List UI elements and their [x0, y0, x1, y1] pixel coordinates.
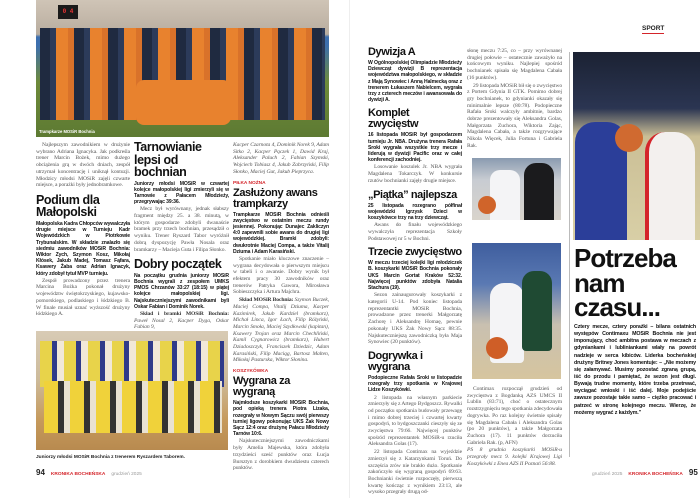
article-body: Spotkanie miało kluczowe znaczenie – wygrana decydowała o pierwszym miejscu w tabeli i o awansie. Dobry wynik był efektem pracy 30 zawodników oraz trenerów Patryka Gawora, Mirosława Sobieszczyka i Artura Majchra.	[233, 255, 329, 296]
article-lead: Na początku grudnia juniorzy MOSiR Bochnia wygrali z zespołem UMKS PMOS Chrzanów 33:27 (18:15) w piątej kolejce małopolskiej ligi. Najskuteczniejszymi zawodnikami byli Oskar Fabian i Dominik Norek.	[134, 272, 229, 310]
players-group-kneeling	[136, 80, 231, 125]
article-lead: 25 listopada rozegrano półfinał wojewódzki Igrzysk Dzieci w koszykówce trzy na trzy dziewcząt.	[368, 202, 462, 221]
article-body: Losowanie koszulek Jr. NBA wygrała Magdalena Tokarczyk. W konkursie rzutów bochnianki zajęły drugie miejsce.	[368, 164, 462, 184]
basketball-photo-2	[472, 243, 561, 379]
article-title: Dogrywka i wygrana	[368, 349, 423, 373]
squad-label: Skład i bramki MOSiR Bochnia:	[140, 310, 229, 317]
article-lead: W meczu trzeciej kolejki ligi młodziczek B. koszykarki MOSiR Bochnia pokonały UKS Marcin Gortat Kraków 52:32. Najwięcej punktów zdobyła Natalia Stachura (19).	[368, 260, 462, 292]
article-lead: Podopieczne Rafała Sroki w listopadzie rozegrały trzy spotkania w Krajowej Lidze Koszykówki.	[368, 374, 462, 394]
player-green	[522, 271, 552, 351]
article-body	[233, 142, 329, 176]
team-photo-trampkarze	[36, 0, 329, 137]
page-number: 94	[36, 468, 45, 477]
article-title: Zasłużony awans trampkarzy	[233, 186, 318, 210]
section-kicker: KOSZYKÓWKA	[233, 369, 269, 375]
photo-caption: Juniorzy młodsi MOSiR Bochnia z trenerem Ryszardem Taborem.	[36, 455, 185, 460]
section-kicker: PIŁKA NOŻNA	[233, 180, 266, 186]
feature-lead: Cztery mecze, cztery porażki – bilans ostatnich występów Contimaxu MOSiR Bochnia nie jest imponujący, choć ambitna postawa w meczach z gdyniankami i lubliniankami wlały na powrót nadzieje w serca kibiców. Liderka bocheńskiej drużyny Britney Jones komentuje: – „Nie możemy się załamywać. Musimy pozostać zgraną grupą, iść do przodu i pamiętać, że sezon jest długi. Bywają trudne momenty, które trzeba przetrwać, wyciągać wnioski i iść dalej. Moje podejście zawsze pozostaje takie samo – ciężko pracować i patrzeć w stronę kolejnego meczu. Wierzę, że możemy wygrać z każdym.”	[574, 324, 696, 416]
column-a	[368, 47, 462, 496]
article-body: Najskuteczniejszymi zawodniczkami były Amelia Majewska, która zdobyła trzydzieści sześć punktów oraz Łucja Bursztyn z dorobkiem dwudziestu czterech punktów.	[233, 438, 329, 472]
article-body: Zespół prowadzony przez trenera Marcina Bożka pokonał drużyny województw świętokrzyskiego, kujawsko-pomorskiego, podlaskiego i łódzkiego B. W finale musiał uznać wyższość drużyny łódzkiego A.	[36, 277, 130, 318]
page-spine	[349, 0, 350, 498]
article-body: Mecz był wyrównany, jednak słabszy fragment między 25. a 38. minutą, w którym gospodarze zdobyli dwanaście bramek przy trzech bochnian, przesądził o wyniku. Trener Ryszard Tabor wyróżnił dobrą dyspozycję Pawła Nosala oraz bramkarzy – Macieja Guta i Filipa Słonko.	[134, 206, 229, 253]
article-body: Najlepszym zawodnikiem w drużynie wybrano Adriana Ignacyka. Jak podkreśla trener Marcin Bożek, mimo dużego obciążenia grą w dwóch dniach, zespół utrzymał koncentrację i uniknął kontuzji. Młodzicy młodsi MOSiR zajęli czwarte miejsce, a porażki były jednobramkowe.	[36, 142, 130, 189]
article-title: Wygrana za wygraną	[233, 375, 290, 399]
article-body: Sezon zainaugurowały koszykarki z kategorii U-14. Pod koniec listopada reprezentantki MOSiR Bochnia, prowadzone przez trenerki Małgorzatę Zachorę i Aleksandrę Homaę, pewnie pokonały UKS Żak Nowy Sącz 88:35. Najskuteczniejszą zawodniczką była Maja Synowiec (20 punktów).	[368, 292, 462, 346]
player-white	[490, 170, 520, 220]
article-title: Dywizja A	[368, 46, 416, 58]
article-body: 29 listopada MOSiR bił się o zwycięstwo z Portem Gdynia II GTK. Pomimo dobrej gry bochnianek, to gdynianki okazały się minimalnie lepsze (80:78). Podopieczne Rafała Sroki walczyły ambitnie, bardzo dobrze prezentowały się Aleksandra Golas, Małgorzata Zuchora, Wiktoria Zając, Magdalena Cabała, a także rozgrywające Nikola Więcek, Julia Fortuna i Gabriela Rak.	[467, 82, 563, 149]
photo-caption: Trampkarze MOSiR Bochnia	[39, 129, 95, 134]
article-title: Komplet zwycięstw	[368, 107, 419, 131]
scoreboard: 0 4	[58, 5, 78, 19]
column-1	[36, 141, 130, 318]
issue-date: grudzień 2025	[111, 472, 142, 477]
article-body: Awans do finału wojewódzkiego wywalczyła reprezentacja Szkoły Podstawowej nr 5 w Bochni.	[368, 222, 462, 242]
basketball-photo-1	[472, 158, 561, 220]
squad-list: Kacper Czarnota 4, Dominik Norek 9, Adam Sitko 2, Kacper Pączek 1, Dawid Kraj, Aleksander Paluch 2, Fabian Szymski, Wojciech Tobiasz 4, Jakub Zabrzyński, Filip Słonko, Maciej Gut, Jakub Pieprzyca.	[233, 142, 329, 175]
team-photo-juniors	[36, 331, 228, 450]
article-lead: Małopolska Kadra Chłopców wywalczyła drugie miejsce w Turnieju Kadr Wojewódzkich w Piotrkowie Trybunalskim. W składzie znalazło się siedmiu zawodników MOSiR Bochnia: Wiktor Zych, Szymon Kosz, Mikołaj Kłósek, Jakub Madej, Tomasz Fąfara, Ksawery Żaba oraz Adrian Ignacyk, który zdobył tytuł MVP turnieju.	[36, 220, 130, 277]
column-3	[233, 141, 329, 472]
magazine-name: KRONIKA BOCHEŃSKA	[628, 472, 683, 477]
column-2	[134, 141, 229, 331]
players-row-front	[44, 381, 222, 433]
footer-left	[36, 468, 142, 477]
article-title: „Piątka” najlepsza	[368, 188, 457, 201]
column-divider	[569, 52, 570, 457]
footer-right	[592, 468, 698, 477]
article-lead: 16 listopada MOSiR był gospodarzem turnieju Jr. NBA. Drużyna trenera Rafała Sroki wygrała wszystkie trzy mecze i liderują w dywizji Pacific oraz w całej konferencji zachodniej.	[368, 132, 462, 164]
postscript: PS 8 grudnia koszykarki MOSiR-u przegrały mecz 9. kolejki Krajowej Ligi Koszykówki z Enea AZS II Poznań 56:88.	[467, 447, 562, 467]
player-black	[524, 163, 554, 220]
article-title: Podium dla Małopolski	[36, 192, 100, 220]
article-title: Tarnowianie lepsi od bochnian	[134, 140, 202, 179]
basketball	[615, 124, 643, 152]
issue-date: grudzień 2025	[592, 472, 623, 477]
squad-list: Szymon Buczek, Maciej Compa, Vitalij Dziuma, Kacper Kazimirek, Jakub Kardziel (bramkarz), Michał Linca, Igor Łach, Filip Różyński, Marcin Smoła, Maciej Szydłowski (kapitan), Ksawery Trojan oraz Marcin Chechliński, Kamil Cygnarowicz (bramkarz), Hubert Dziadoszczyk, Franciszek Dziedzic, Adam Karasiński, Filip Maciąg, Bartosz Malten, Mikołaj Pasturska, Wiktor Słonina.	[233, 297, 329, 364]
section-label: SPORT	[642, 25, 665, 32]
page-number: 95	[688, 468, 698, 477]
feature-title: Potrzeba nam czasu...	[574, 243, 676, 323]
article-title: Trzecie zwycięstwo	[368, 246, 462, 259]
magazine-name: KRONIKA BOCHEŃSKA	[50, 472, 106, 477]
article-body: 22 listopada Contimax na wyjeździe zmierzył się z Katarzynkami Toruń. Do szczęścia zrów nie brakło dużo. Spotkanie zakończyło się wygraną gospodyń 69:63. Bochnianki świetnie rozpoczęły, pierwszą kwartę kończąc z wynikiem 23:13, ale wysoko przegrały drugą od-	[368, 449, 462, 496]
column-b-bottom	[467, 385, 562, 467]
squad-list: Paweł Nosal 2, Kacper Dyga, Oskar Fabian 9,	[134, 317, 229, 331]
column-b-top	[467, 47, 562, 150]
article-body	[134, 311, 229, 331]
article-lead: Juniorzy młodsi MOSiR w czwartej kolejce małopolskiej ligi zmierzyli się w Tarnowie z Pałacem Młodzieży, przegrywając 39:36.	[134, 180, 229, 206]
article-title: Dobry początek	[134, 257, 222, 272]
article-body: Contimax rozpoczął grudzień od zwycięstwa z Bogdanką AZS UMCS II Lublin (83:71), choć o ostatecznym rozstrzygnięciu tego spotkania zdecydowała dogrywka. Po raz kolejny świetnie spisały się Magdalena Cabała i Aleksandra Golas (po 20 punktów), a także Małgorzata Zuchora (17). 11 punktów dorzuciła Gabriela Rak. (p, AFN)	[467, 386, 562, 446]
feature-photo-basketball	[573, 52, 700, 240]
article-lead: Trampkarze MOSiR Bochnia odnieśli zwycięstwo w ostatnim meczu rundy jesiennej. Pokonując Dunajec Zakliczyn 4:0 zapewnili sobie awans do drugiej ligi wojewódzkiej. Bramki zdobyli: dwukrotnie Maciej Compa, a także Vitalij Dziuma i Adam Karasiński.	[233, 211, 329, 255]
article-body: słonę meczu 7:25, co – przy wyrównanej drugiej połowie – ostatecznie zaważyło na końcowym wyniku. Najlepiej spośród bochnianek spisała się Magdalena Cabała (16 punktów).	[467, 48, 562, 81]
article-lead: Najmłodsze koszykarki MOSiR Bochnia, pod opieką trenera Piotra Lizaka, rozegrały w Nowym Sączu swój pierwszy turniej ligowy pokonując UKS Żak Nowy Sącz 12:4 oraz drużynę Pałacu Młodzieży Tarnów 10:6.	[233, 400, 329, 438]
player-white-red	[645, 132, 695, 240]
squad-label: Skład MOSiR Bochnia:	[239, 297, 294, 304]
basketball	[486, 337, 508, 359]
article-lead: W Ogólnopolskiej Olimpiadzie Młodzieży Dziewcząt dywizji B reprezentacja województwa małopolskiego, w składzie z Mają Synowiec i Anną Halmecką oraz z trenerem Łukaszem Nabielcem, wygrała trzy z czterech meczów i awansowała do dywizji A.	[368, 60, 462, 104]
feature-column	[574, 243, 696, 417]
article-body: 2 listopada na własnym parkiecie zmierzyły się z Artego Bydgoszcz. Rywalki od początku spotkania budowały przewagę i mimo dobrej trzeciej i czwartej kwarty gospodyń, to bydgoszczanki cieszyły się ze zwycięstwa 79:66. Najwięcej punktów spośród reprezentantek MOSiR-u rzuciła Aleksandra Golas (17).	[368, 394, 462, 448]
article-body	[233, 297, 329, 364]
basketball	[478, 196, 496, 214]
